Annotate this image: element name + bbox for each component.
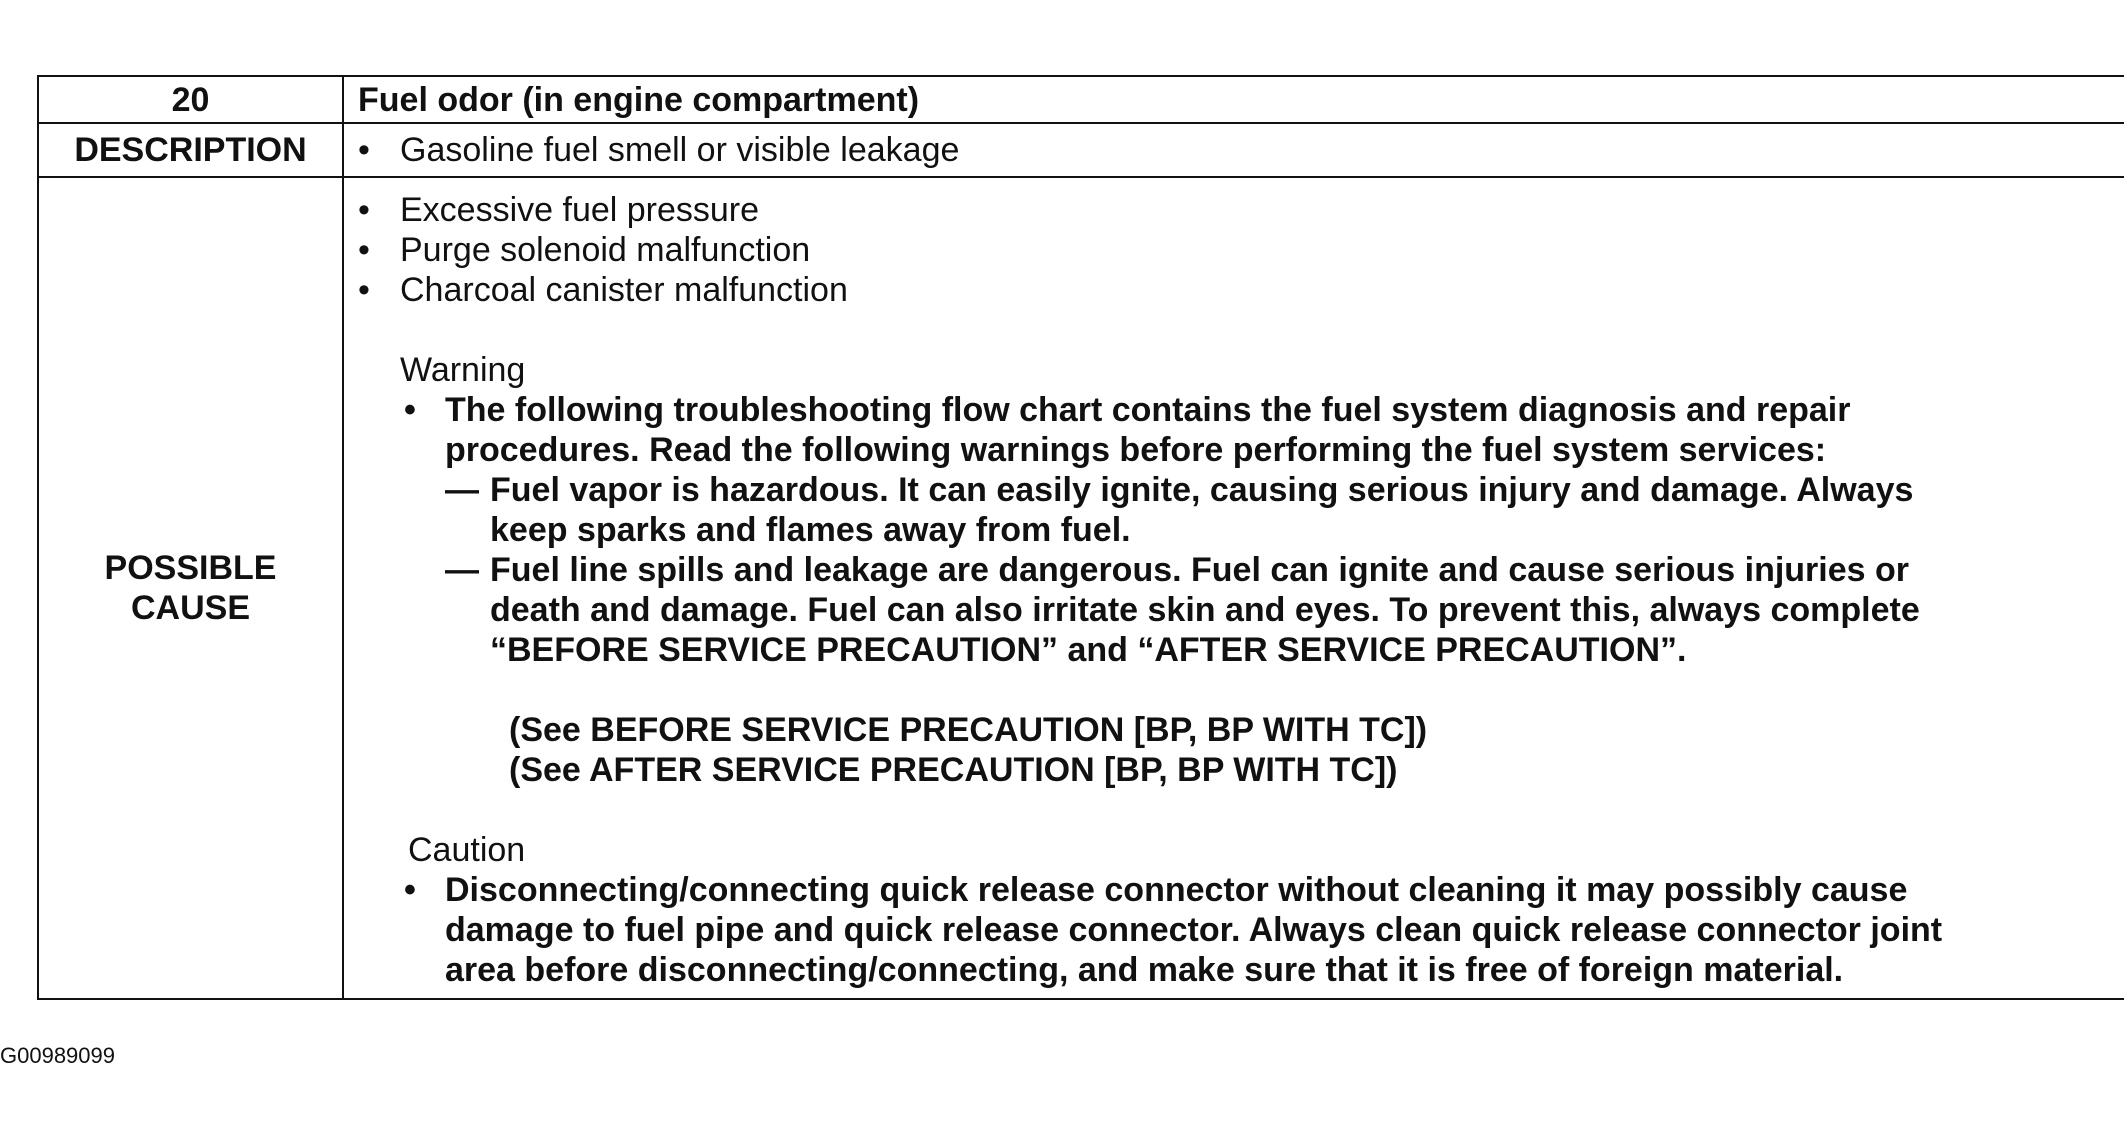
caution-bullet <box>344 870 2094 990</box>
see-before-service-link[interactable]: (See BEFORE SERVICE PRECAUTION [BP, BP WITH TC]) <box>509 711 1428 749</box>
warning-dash-item <box>344 550 2094 670</box>
item-title: Fuel odor (in engine compartment) <box>343 76 2124 123</box>
warning-dash-line: — Fuel line spills and leakage are dangerous. Fuel can ignite and cause serious injuries or <box>490 551 1910 589</box>
description-cell <box>343 123 2124 177</box>
caution-title: Caution <box>408 831 526 869</box>
warning-bullet-line: procedures. Read the following warnings before performing the fuel system services: <box>445 431 1827 469</box>
warning-dash-line: death and damage. Fuel can also irritate skin and eyes. To prevent this, always complete <box>490 591 1920 629</box>
warning-dash-line: “BEFORE SERVICE PRECAUTION” and “AFTER SERVICE PRECAUTION”. <box>490 631 1687 669</box>
figure-code: G00989099 <box>0 1043 115 1068</box>
description-label: DESCRIPTION <box>38 123 343 177</box>
warning-title: Warning <box>400 351 526 389</box>
see-after-service-link[interactable]: (See AFTER SERVICE PRECAUTION [BP, BP WITH TC]) <box>509 751 1398 789</box>
warning-dash-item <box>344 470 2094 550</box>
possible-cause-label-line1: POSSIBLE <box>104 549 277 587</box>
possible-cause-row <box>38 177 2124 999</box>
warning-bullet-line: • The following troubleshooting flow chart contains the fuel system diagnosis and repair <box>445 391 1851 429</box>
cause-item: • Excessive fuel pressure <box>344 190 2094 230</box>
caution-bullet-line: damage to fuel pipe and quick release connector. Always clean quick release connector joint <box>445 911 1943 949</box>
caution-bullet-line: area before disconnecting/connecting, and make sure that it is free of foreign material. <box>445 951 1844 989</box>
see-references <box>344 710 2094 790</box>
header-row <box>38 76 2124 123</box>
troubleshooting-table <box>37 75 2124 1000</box>
possible-cause-label <box>38 177 343 999</box>
warning-dash-line: keep sparks and flames away from fuel. <box>490 511 1131 549</box>
warning-dash-line: — Fuel vapor is hazardous. It can easily ignite, causing serious injury and damage. Always <box>490 471 1914 509</box>
possible-cause-label-line2: CAUSE <box>130 589 251 627</box>
description-item: • Gasoline fuel smell or visible leakage <box>344 130 2124 170</box>
cause-item: • Charcoal canister malfunction <box>344 270 2094 310</box>
caution-bullet-line: • Disconnecting/connecting quick release connector without cleaning it may possibly cause <box>445 871 1908 909</box>
item-number: 20 <box>38 76 343 123</box>
warning-bullet <box>344 390 2094 470</box>
possible-cause-cell <box>343 177 2124 999</box>
cause-item: • Purge solenoid malfunction <box>344 230 2094 270</box>
description-row <box>38 123 2124 177</box>
